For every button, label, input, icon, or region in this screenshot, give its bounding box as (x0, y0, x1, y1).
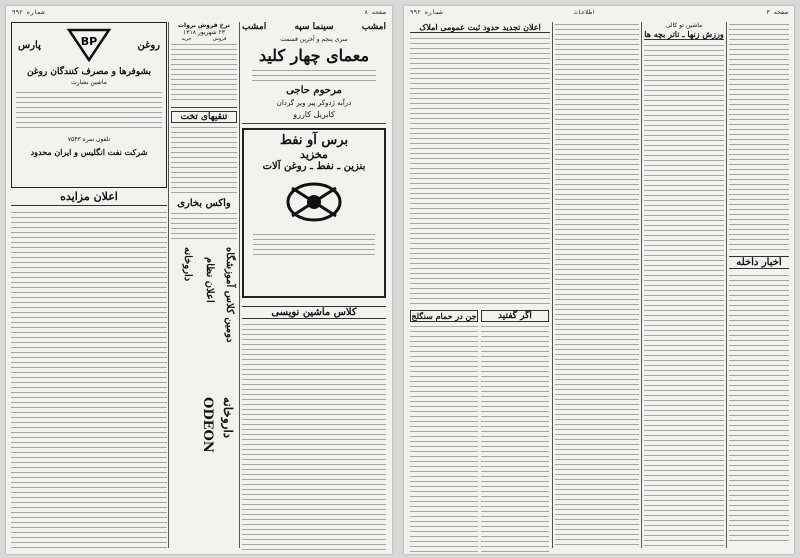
cinema-tonight-right: امشب (361, 22, 386, 32)
auction-column (11, 190, 167, 548)
news-body-text (729, 273, 789, 543)
bp-oil-advertisement (11, 22, 167, 188)
column-divider (641, 22, 642, 548)
tanghi-body (171, 125, 237, 195)
column-divider (726, 22, 727, 548)
right-newspaper-page (404, 6, 794, 554)
vertical-notice-a: دومین کلاس آموزشگاه (224, 247, 235, 343)
cast-c: کابریل کاررو (293, 110, 335, 119)
cast-b: درآیه ژدوکر پیر ویر گردان (276, 99, 352, 107)
rates-col-b: خرید (181, 36, 192, 42)
bp-headline: بشوفرها و مصرف کنندگان روغن (26, 67, 152, 77)
middle-column (555, 22, 639, 548)
vaks-body (171, 211, 237, 241)
tanghi-title: تنقیهای تخت (171, 111, 237, 123)
sports-column (644, 22, 724, 548)
cinema-series: سری پنجم و آخرین قسمت (280, 36, 348, 43)
auction-body-text (11, 210, 167, 552)
school-body-text (242, 322, 386, 554)
bourse-line-2: بنزین ـ نفط ـ روغن آلات (262, 161, 366, 172)
film-credits (252, 68, 376, 82)
left-issue-number: شماره ۹۹۲ (12, 9, 45, 16)
right-page-number: صفحه ۳ (766, 9, 788, 16)
vertical-notice-d: داروخانه (221, 397, 235, 439)
cinema-header (242, 22, 386, 32)
auction-title: اعلان مزایده (11, 190, 167, 206)
rates-title: نرخ فروش بروات (178, 22, 230, 29)
rates-column (171, 22, 237, 548)
notice-body-text (410, 36, 550, 306)
mid-story (481, 310, 549, 554)
rates-col-a: فروش (212, 36, 227, 42)
cinema-name: سینما سپه (294, 22, 334, 32)
bp-right-word: پارس (18, 39, 41, 51)
bp-phone: تلفون نمره ۷۵۴۳ (67, 136, 111, 143)
bp-logo-text: BP (80, 35, 98, 48)
bath-story (410, 310, 478, 554)
right-paper-name: اطلاعات (574, 9, 596, 16)
column-divider (168, 22, 169, 548)
vertical-notice-c: داروخانه (182, 247, 193, 282)
cast-a: مرحوم حاجی (286, 85, 342, 96)
cinema-tonight-left: امشب (242, 22, 267, 32)
decorative-emblem-icon (284, 178, 344, 226)
lower-notice-area (410, 310, 550, 554)
bp-logo-icon (66, 27, 112, 63)
bath-title: جن در حمام سنگلج (411, 311, 477, 321)
news-title: اخبار داخله (729, 256, 789, 269)
rates-subtitle: ۲۳ شهریور ۱۳۱۸ (183, 29, 225, 36)
bp-subline: ماشین بشارت (71, 79, 107, 86)
cinema-column (242, 22, 386, 548)
left-page-number: صفحه ۸ (364, 9, 386, 16)
mid-title: اگر گفتید (481, 310, 549, 322)
column-divider (239, 22, 240, 548)
bath-body (410, 324, 478, 554)
rates-table (171, 42, 237, 104)
news-column (729, 22, 789, 548)
bourse-line-1: مخزید (300, 148, 328, 161)
right-issue-number: شماره ۹۹۲ (410, 9, 443, 16)
film-title: معمای چهار کلید (258, 46, 370, 65)
sports-body-text (644, 43, 724, 548)
middle-body-text (555, 22, 639, 548)
divider (171, 107, 237, 108)
divider (242, 123, 386, 124)
left-newspaper-page (6, 6, 392, 554)
bourse-footer-text (253, 232, 375, 256)
vaks-title: واکس بخاری (177, 198, 231, 209)
notice-column (410, 22, 550, 548)
odeon-label: ODEON (200, 397, 215, 453)
bp-left-word: روغن (137, 39, 160, 51)
news-top-text (729, 22, 789, 252)
bp-company: شرکت نفت انگلیس و ایران محدود (30, 147, 148, 157)
vertical-notice-b: اعلان نظام (204, 257, 215, 303)
sports-kicker: ماشین تو کالی (665, 22, 703, 29)
mid-body (481, 324, 549, 554)
bourse-title: برس آو نفط (279, 133, 349, 148)
notice-title: اعلان تجدید حدود ثبت عمومی املاک (410, 22, 550, 33)
column-divider (552, 22, 553, 548)
vertical-notices (171, 247, 237, 537)
sports-title: ورزش زنها ـ تاتر بچه ها (644, 29, 724, 39)
school-title: کلاس ماشین نویسی (242, 306, 386, 319)
bourse-oil-advertisement (242, 128, 386, 298)
bp-body-text (16, 90, 162, 132)
